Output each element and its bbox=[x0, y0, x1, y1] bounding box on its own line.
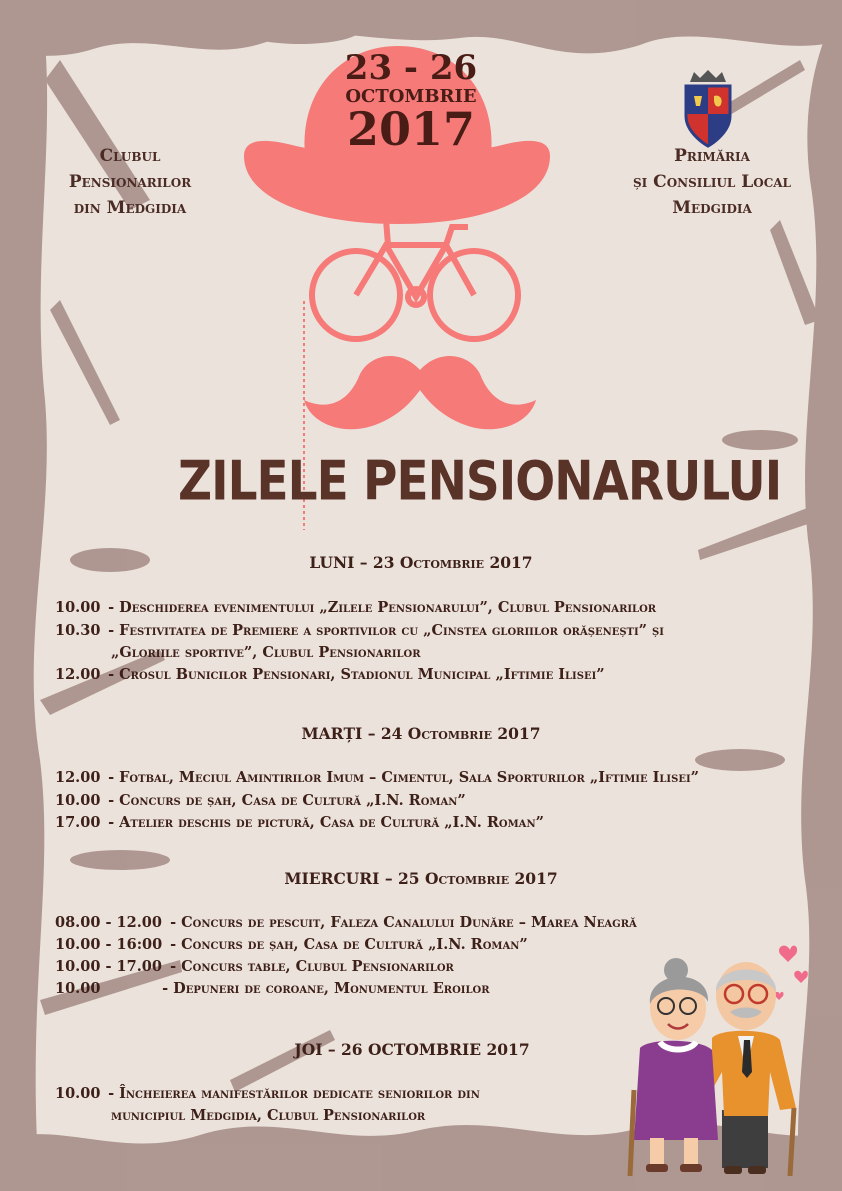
right-organization: Primăria și Consiliul Local Medgidia bbox=[632, 146, 791, 218]
elderly-couple-icon bbox=[620, 940, 820, 1180]
event-row: municipiul Medgidia, Clubul Pensionarilor bbox=[111, 1107, 426, 1124]
event-row: 10.00 - 17.00 - Concurs table, Clubul Pensionarilor bbox=[55, 958, 454, 975]
event-row: 17.00 - Atelier deschis de pictură, Casa de Cultură „I.N. Roman” bbox=[55, 814, 544, 831]
date-month: OCTOMBRIE bbox=[345, 86, 477, 107]
left-organization: Clubul Pensionarilor din Medgidia bbox=[68, 146, 192, 218]
coat-of-arms-icon bbox=[680, 70, 736, 148]
event-row: „Gloriile sportive”, Clubul Pensionarilor bbox=[111, 644, 421, 661]
event-row: 12.00 - Fotbal, Meciul Amintirilor Imum – Cimentul, Sala Sporturilor „Iftimie Ilisei” bbox=[55, 769, 699, 786]
heart-icon bbox=[779, 946, 797, 962]
date-days: 23 - 26 bbox=[344, 48, 478, 88]
event-row: 10.00 - Deschiderea evenimentului „Zilele Pensionarului”, Clubul Pensionarilor bbox=[55, 599, 657, 616]
event-row: 08.00 - 12.00 - Concurs de pescuit, Faleza Canalului Dunăre – Marea Neagră bbox=[55, 914, 637, 931]
event-row: 10.00 - Depuneri de coroane, Monumentul Eroilor bbox=[55, 980, 490, 997]
event-row: 10.00 - 16:00 - Concurs de șah, Casa de Cultură „I.N. Roman” bbox=[55, 936, 528, 953]
event-row: 12.00 - Crosul Bunicilor Pensionari, Stadionul Municipal „Iftimie Ilisei” bbox=[55, 666, 605, 683]
heart-icon bbox=[794, 971, 808, 983]
date-year: 2017 bbox=[346, 102, 476, 156]
event-title: ZILELE PENSIONARULUI bbox=[178, 450, 782, 514]
event-row: 10.30 - Festivitatea de Premiere a sportivilor cu „Cinstea gloriilor orășenești” și bbox=[55, 622, 664, 639]
day-heading-thursday: JOI – 26 OCTOMBRIE 2017 bbox=[294, 1040, 530, 1059]
mustache-icon bbox=[300, 350, 540, 440]
day-heading-tuesday: MARȚI – 24 Octombrie 2017 bbox=[301, 724, 541, 743]
day-heading-wednesday: MIERCURI – 25 Octombrie 2017 bbox=[284, 869, 558, 888]
event-row: 10.00 - Concurs de șah, Casa de Cultură „I.N. Roman” bbox=[55, 792, 466, 809]
day-heading-monday: LUNI – 23 Octombrie 2017 bbox=[309, 553, 533, 572]
event-row: 10.00 - Încheierea manifestărilor dedicate seniorilor din bbox=[55, 1085, 480, 1102]
